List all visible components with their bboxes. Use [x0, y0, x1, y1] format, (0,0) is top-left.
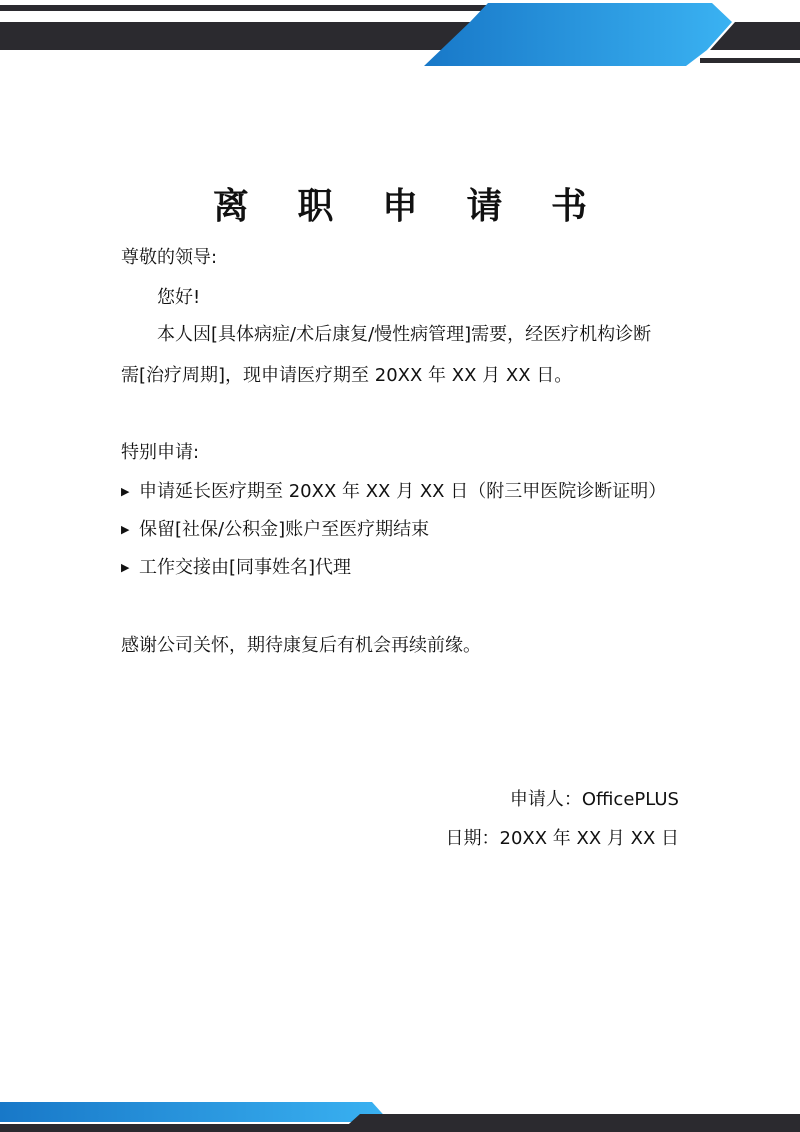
body-line-2: 需[治疗周期]，现申请医疗期至 20XX 年 XX 月 XX 日。: [121, 365, 573, 386]
header-decoration: [0, 0, 800, 70]
list-item-text: 工作交接由[同事姓名]代理: [139, 557, 352, 578]
list-item: [121, 480, 666, 504]
footer-decoration: [0, 1082, 800, 1132]
signature-date: 日期：20XX 年 XX 月 XX 日: [445, 828, 679, 849]
greeting: 您好!: [157, 287, 201, 308]
closing-line: 感谢公司关怀，期待康复后有机会再续前缘。: [121, 635, 481, 656]
body-line-1: 本人因[具体病症/术后康复/慢性病管理]需要，经医疗机构诊断: [157, 324, 652, 345]
salutation: 尊敬的领导:: [121, 247, 218, 268]
list-item-text: 保留[社保/公积金]账户至医疗期结束: [139, 519, 430, 540]
list-item: [121, 518, 429, 542]
applicant-signature: 申请人：OfficePLUS: [509, 789, 679, 810]
triangle-bullet-icon: ▶: [121, 523, 130, 536]
special-heading: 特别申请:: [121, 442, 200, 463]
document-title: 离 职 申 请 书: [212, 186, 606, 227]
triangle-bullet-icon: ▶: [121, 485, 130, 498]
list-item: [121, 556, 351, 580]
list-item-text: 申请延长医疗期至 20XX 年 XX 月 XX 日（附三甲医院诊断证明）: [139, 481, 667, 502]
triangle-bullet-icon: ▶: [121, 561, 130, 574]
